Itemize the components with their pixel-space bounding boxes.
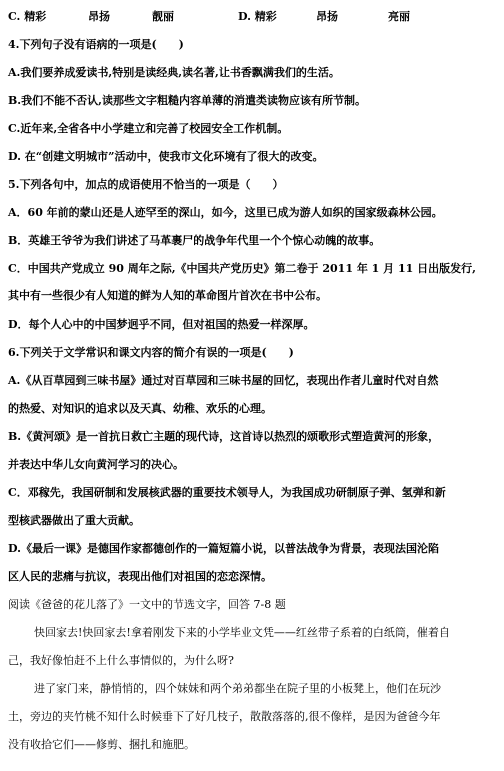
option-d: D. 精彩 bbox=[238, 10, 277, 23]
option-d-word3: 亮丽 bbox=[388, 10, 410, 23]
question-6-option-c-line1: C．邓稼先，我国研制和发展核武器的重要技术领导人，为我国成功研制原子弹、氢弹和新 bbox=[8, 486, 446, 499]
question-6-option-b-line1: B.《黄河颂》是一首抗日救亡主题的现代诗，这首诗以热烈的颂歌形式塑造黄河的形象， bbox=[8, 430, 440, 443]
reading-intro: 阅读《爸爸的花儿落了》一文中的节选文字，回答 7-8 题 bbox=[8, 598, 286, 611]
question-4-stem: 4.下列句子没有语病的一项是( ) bbox=[8, 38, 184, 51]
question-6-option-c-line2: 型核武器做出了重大贡献。 bbox=[8, 514, 140, 527]
option-c-word2: 昂扬 bbox=[88, 10, 110, 23]
question-6-option-d-line1: D.《最后一课》是德国作家都德创作的一篇短篇小说，以普法战争为背景，表现法国沦陷 bbox=[8, 542, 439, 555]
passage-p2-line1: 进了家门来，静悄悄的，四个妹妹和两个弟弟都坐在院子里的小板凳上，他们在玩沙 bbox=[34, 682, 441, 695]
question-5-option-c-line1: C．中国共产党成立 90 周年之际,《中国共产党历史》第二卷于 2011 年 1 月 11 日出版发行, bbox=[8, 262, 476, 275]
passage-p1-line2: 己，我好像怕赶不上什么事情似的，为什么呀? bbox=[8, 654, 234, 667]
question-4-option-b: B.我们不能不否认,读那些文字粗糙内容单薄的消遣类读物应该有所节制。 bbox=[8, 94, 366, 107]
question-6-option-b-line2: 并表达中华儿女向黄河学习的决心。 bbox=[8, 458, 184, 471]
question-6-option-d-line2: 区人民的悲痛与抗议，表现出他们对祖国的恋恋深情。 bbox=[8, 570, 272, 583]
passage-p1-line1: 快回家去!快回家去!拿着刚发下来的小学毕业文凭——红丝带子系着的白纸筒，催着自 bbox=[34, 626, 450, 639]
question-5-option-d: D．每个人心中的中国梦迥乎不同，但对祖国的热爱一样深厚。 bbox=[8, 318, 315, 331]
question-5-option-c-line2: 其中有一些很少有人知道的鲜为人知的革命图片首次在书中公布。 bbox=[8, 289, 327, 302]
passage-p2-line3: 没有收拾它们——修剪、捆扎和施肥。 bbox=[8, 738, 195, 751]
options-line-q3 bbox=[0, 8, 504, 26]
option-d-word2: 昂扬 bbox=[316, 10, 338, 23]
question-6-option-a-line2: 的热爱、对知识的追求以及天真、幼稚、欢乐的心理。 bbox=[8, 402, 272, 415]
option-c: C. 精彩 bbox=[8, 10, 47, 23]
question-4-option-d: D. 在“创建文明城市”活动中，使我市文化环境有了很大的改变。 bbox=[8, 150, 324, 163]
option-c-word3: 靓丽 bbox=[152, 10, 174, 23]
question-5-option-a: A．60 年前的蒙山还是人迹罕至的深山，如今，这里已成为游人如织的国家级森林公园。 bbox=[8, 206, 443, 219]
question-5-stem: 5.下列各句中，加点的成语使用不恰当的一项是（ ） bbox=[8, 178, 284, 191]
question-4-option-c: C.近年来,全省各中小学建立和完善了校园安全工作机制。 bbox=[8, 122, 289, 135]
question-5-option-b: B．英雄王爷爷为我们讲述了马革裹尸的战争年代里一个个惊心动魄的故事。 bbox=[8, 234, 381, 247]
question-6-stem: 6.下列关于文学常识和课文内容的简介有误的一项是( ) bbox=[8, 346, 294, 359]
passage-p2-line2: 土，旁边的夹竹桃不知什么时候垂下了好几枝子，散散落落的,很不像样，是因为爸爸今年 bbox=[8, 710, 441, 723]
question-4-option-a: A.我们要养成爱读书,特别是读经典,读名著,让书香飘满我们的生活。 bbox=[8, 66, 340, 79]
question-6-option-a-line1: A.《从百草园到三味书屋》通过对百草园和三味书屋的回忆，表现出作者儿童时代对自然 bbox=[8, 374, 439, 387]
